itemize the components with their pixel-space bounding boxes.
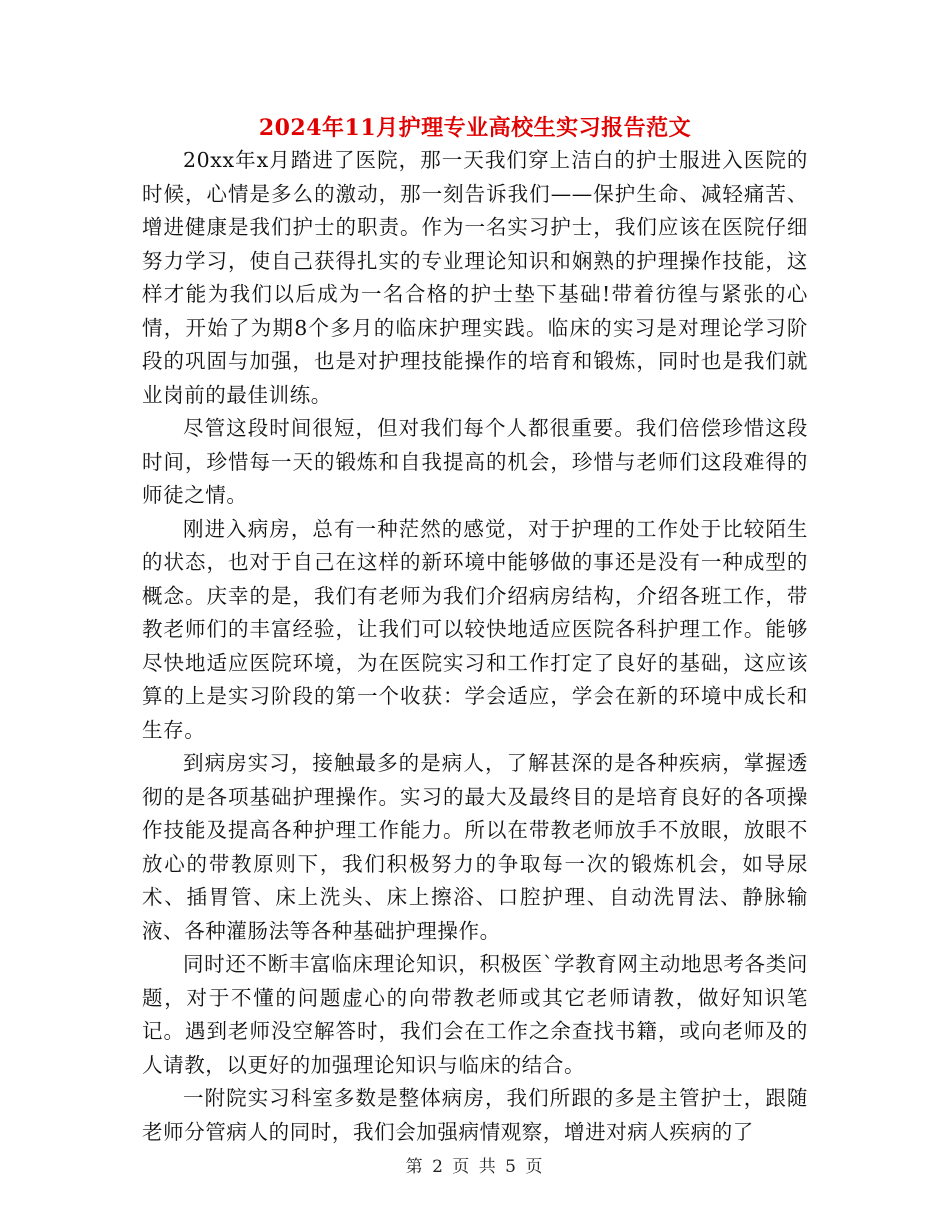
paragraph-6: 一附院实习科室多数是整体病房，我们所跟的多是主管护士，跟随老师分管病人的同时，我们会加强病情观察，增进对病人疾病的了 — [142, 1086, 808, 1144]
paragraph-2: 尽管这段时间很短，但对我们每个人都很重要。我们倍偿珍惜这段时间，珍惜每一天的锻炼和自我提高的机会，珍惜与老师们这段难得的师徒之情。 — [142, 416, 808, 507]
paragraph-5: 同时还不断丰富临床理论知识，积极医`学教育网主动地思考各类问题，对于不懂的问题虚心的向带教老师或其它老师请教，做好知识笔记。遇到老师没空解答时，我们会在工作之余查找书籍，或向老师及的人请教，以更好的加强理论知识与临床的结合。 — [142, 952, 808, 1077]
paragraph-4: 到病房实习，接触最多的是病人，了解甚深的是各种疾病，掌握透彻的是各项基础护理操作。实习的最大及最终目的是培育良好的各项操作技能及提高各种护理工作能力。所以在带教老师放手不放眼，放眼不放心的带教原则下，我们积极努力的争取每一次的锻炼机会，如导尿术、插胃管、床上洗头、床上擦浴、口腔护理、自动洗胃法、静脉输液、各种灌肠法等各种基础护理操作。 — [142, 751, 808, 943]
document-title: 2024年11月护理专业高校生实习报告范文 — [258, 115, 692, 141]
page-number-footer: 第 2 页 共 5 页 — [405, 1157, 545, 1177]
paragraph-3: 刚进入病房，总有一种茫然的感觉，对于护理的工作处于比较陌生的状态，也对于自己在这样的新环境中能够做的事还是没有一种成型的概念。庆幸的是，我们有老师为我们介绍病房结构，介绍各班工作，带教老师们的丰富经验，让我们可以较快地适应医院各科护理工作。能够尽快地适应医院环境，为在医院实习和工作打定了良好的基础，这应该算的上是实习阶段的第一个收获：学会适应，学会在新的环境中成长和生存。 — [142, 516, 808, 742]
paragraph-1: 20xx年x月踏进了医院，那一天我们穿上洁白的护士服进入医院的时候，心情是多么的激动，那一刻告诉我们——保护生命、减轻痛苦、增进健康是我们护士的职责。作为一名实习护士，我们应该在医院仔细努力学习，使自己获得扎实的专业理论知识和娴熟的护理操作技能，这样才能为我们以后成为一名合格的护士垫下基础!带着彷徨与紧张的心情，开始了为期8个多月的临床护理实践。临床的实习是对理论学习阶段的巩固与加强，也是对护理技能操作的培育和锻炼，同时也是我们就业岗前的最佳训练。 — [142, 148, 808, 407]
document-body — [142, 144, 808, 1149]
